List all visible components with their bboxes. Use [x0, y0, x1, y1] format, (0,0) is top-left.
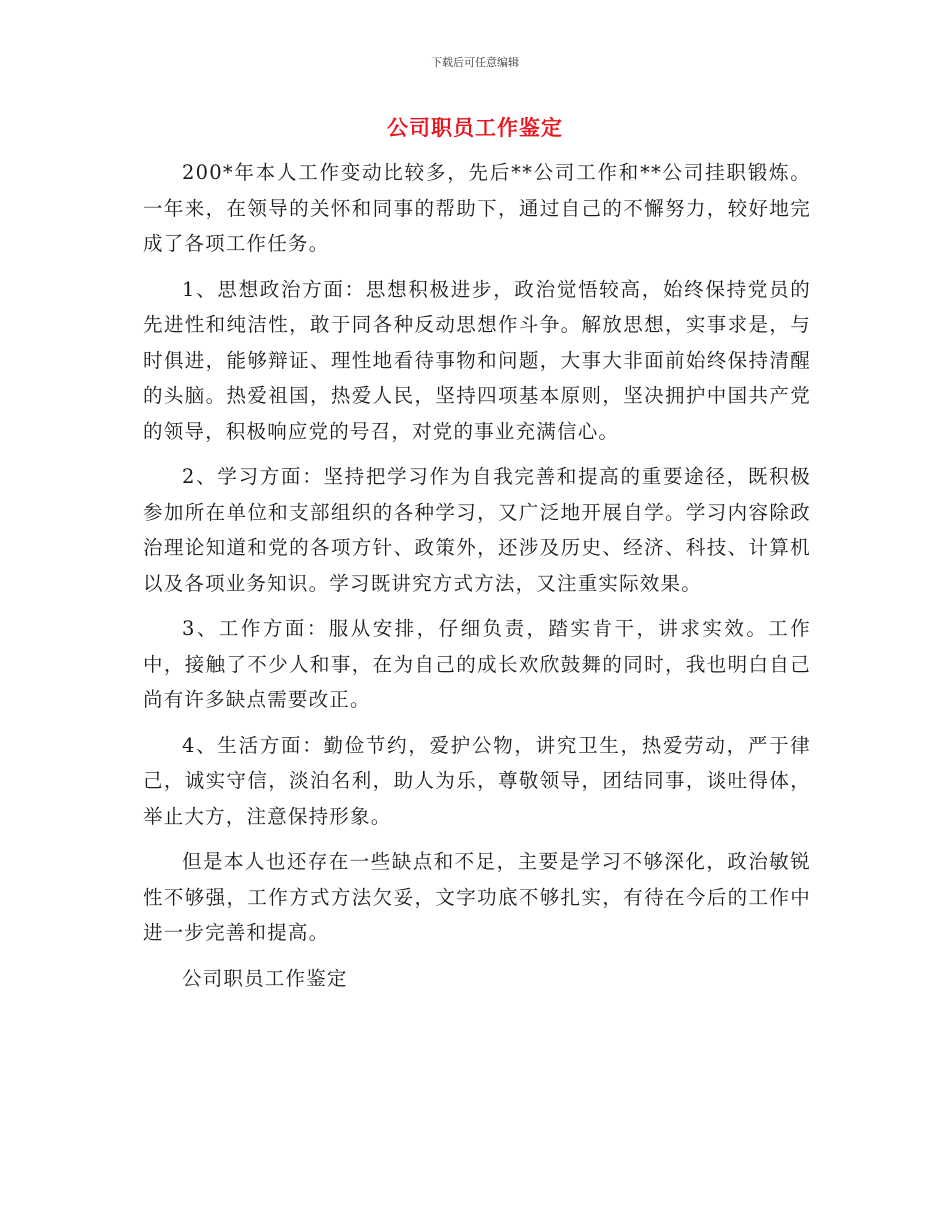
paragraph-shortcomings: 但是本人也还存在一些缺点和不足，主要是学习不够深化，政治敏锐性不够强，工作方式方法欠妥，文字功底不够扎实，有待在今后的工作中进一步完善和提高。: [143, 850, 811, 944]
paragraph-study: 2、学习方面：坚持把学习作为自我完善和提高的重要途径，既积极参加所在单位和支部组织的各种学习，又广泛地开展自学。学习内容除政治理论知道和党的各项方针、政策外，还涉及历史、经济、科技、计算机以及各项业务知识。学习既讲究方式方法，又注重实际效果。: [143, 465, 811, 595]
document-title: 公司职员工作鉴定: [387, 116, 563, 140]
closing-line: 公司职员工作鉴定: [182, 966, 348, 990]
header-note: 下载后可任意编辑: [431, 56, 519, 69]
paragraph-work: 3、工作方面：服从安排，仔细负责，踏实肯干，讲求实效。工作中，接触了不少人和事，在为自己的成长欢欣鼓舞的同时，我也明白自己尚有许多缺点需要改正。: [143, 617, 811, 711]
paragraph-political: 1、思想政治方面：思想积极进步，政治觉悟较高，始终保持党员的先进性和纯洁性，敢于同各种反动思想作斗争。解放思想，实事求是，与时俱进，能够辩证、理性地看待事物和问题，大事大非面前始终保持清醒的头脑。热爱祖国，热爱人民，坚持四项基本原则，坚决拥护中国共产党的领导，积极响应党的号召，对党的事业充满信心。: [143, 277, 811, 443]
document-body: [143, 155, 811, 996]
paragraph-intro: 200*年本人工作变动比较多，先后**公司工作和**公司挂职锻炼。一年来，在领导的关怀和同事的帮助下，通过自己的不懈努力，较好地完成了各项工作任务。: [143, 161, 811, 255]
paragraph-life: 4、生活方面：勤俭节约，爱护公物，讲究卫生，热爱劳动，严于律己，诚实守信，淡泊名利，助人为乐，尊敬领导，团结同事，谈吐得体，举止大方，注意保持形象。: [143, 733, 811, 828]
